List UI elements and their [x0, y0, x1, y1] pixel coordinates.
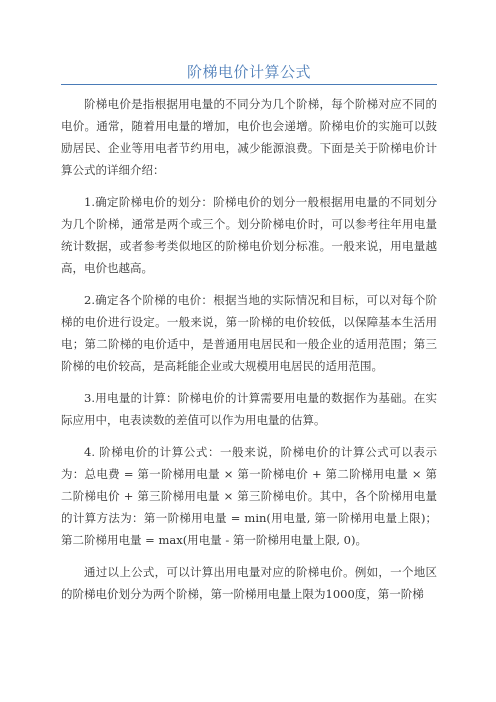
document-title: 阶梯电价计算公式 [186, 63, 311, 81]
paragraph-step-4: 4. 阶梯电价的计算公式：一般来说，阶梯电价的计算公式可以表示为：总电费 = 第一阶梯用电量 × 第一阶梯电价 + 第二阶梯用电量 × 第二阶梯电价 + 第三阶梯用电量 × 第三阶梯电价。其中，各个阶梯用电量的计算方法为：第一阶梯用电量 = min(用电量, 第一阶梯用电量上限)；第二阶梯用电量 = max(用电量 - 第一阶梯用电量上限, 0)。 [61, 445, 437, 547]
paragraph-step-1: 1.确定阶梯电价的划分：阶梯电价的划分一般根据用电量的不同划分为几个阶梯，通常是两个或三个。划分阶梯电价时，可以参考往年用电量统计数据，或者参考类似地区的阶梯电价划分标准。一般来说，用电量越高，电价也越高。 [61, 195, 437, 275]
paragraph-intro: 阶梯电价是指根据用电量的不同分为几个阶梯，每个阶梯对应不同的电价。通常，随着用电量的增加，电价也会递增。阶梯电价的实施可以鼓励居民、企业等用电者节约用电，减少能源浪费。下面是关于阶梯电价计算公式的详细介绍： [61, 97, 437, 177]
paragraph-step-3: 3.用电量的计算：阶梯电价的计算需要用电量的数据作为基础。在实际应用中，电表读数的差值可以作为用电量的估算。 [61, 391, 437, 427]
document-body [61, 93, 437, 615]
paragraph-example: 通过以上公式，可以计算出用电量对应的阶梯电价。例如，一个地区的阶梯电价划分为两个阶梯，第一阶梯用电量上限为1000度，第一阶梯 [61, 565, 437, 601]
paragraph-step-2: 2.确定各个阶梯的电价：根据当地的实际情况和目标，可以对每个阶梯的电价进行设定。一般来说，第一阶梯的电价较低，以保障基本生活用电；第二阶梯的电价适中，是普通用电居民和一般企业的适用范围；第三阶梯的电价较高，是高耗能企业或大规模用电居民的适用范围。 [61, 293, 437, 373]
title-divider [61, 84, 437, 85]
